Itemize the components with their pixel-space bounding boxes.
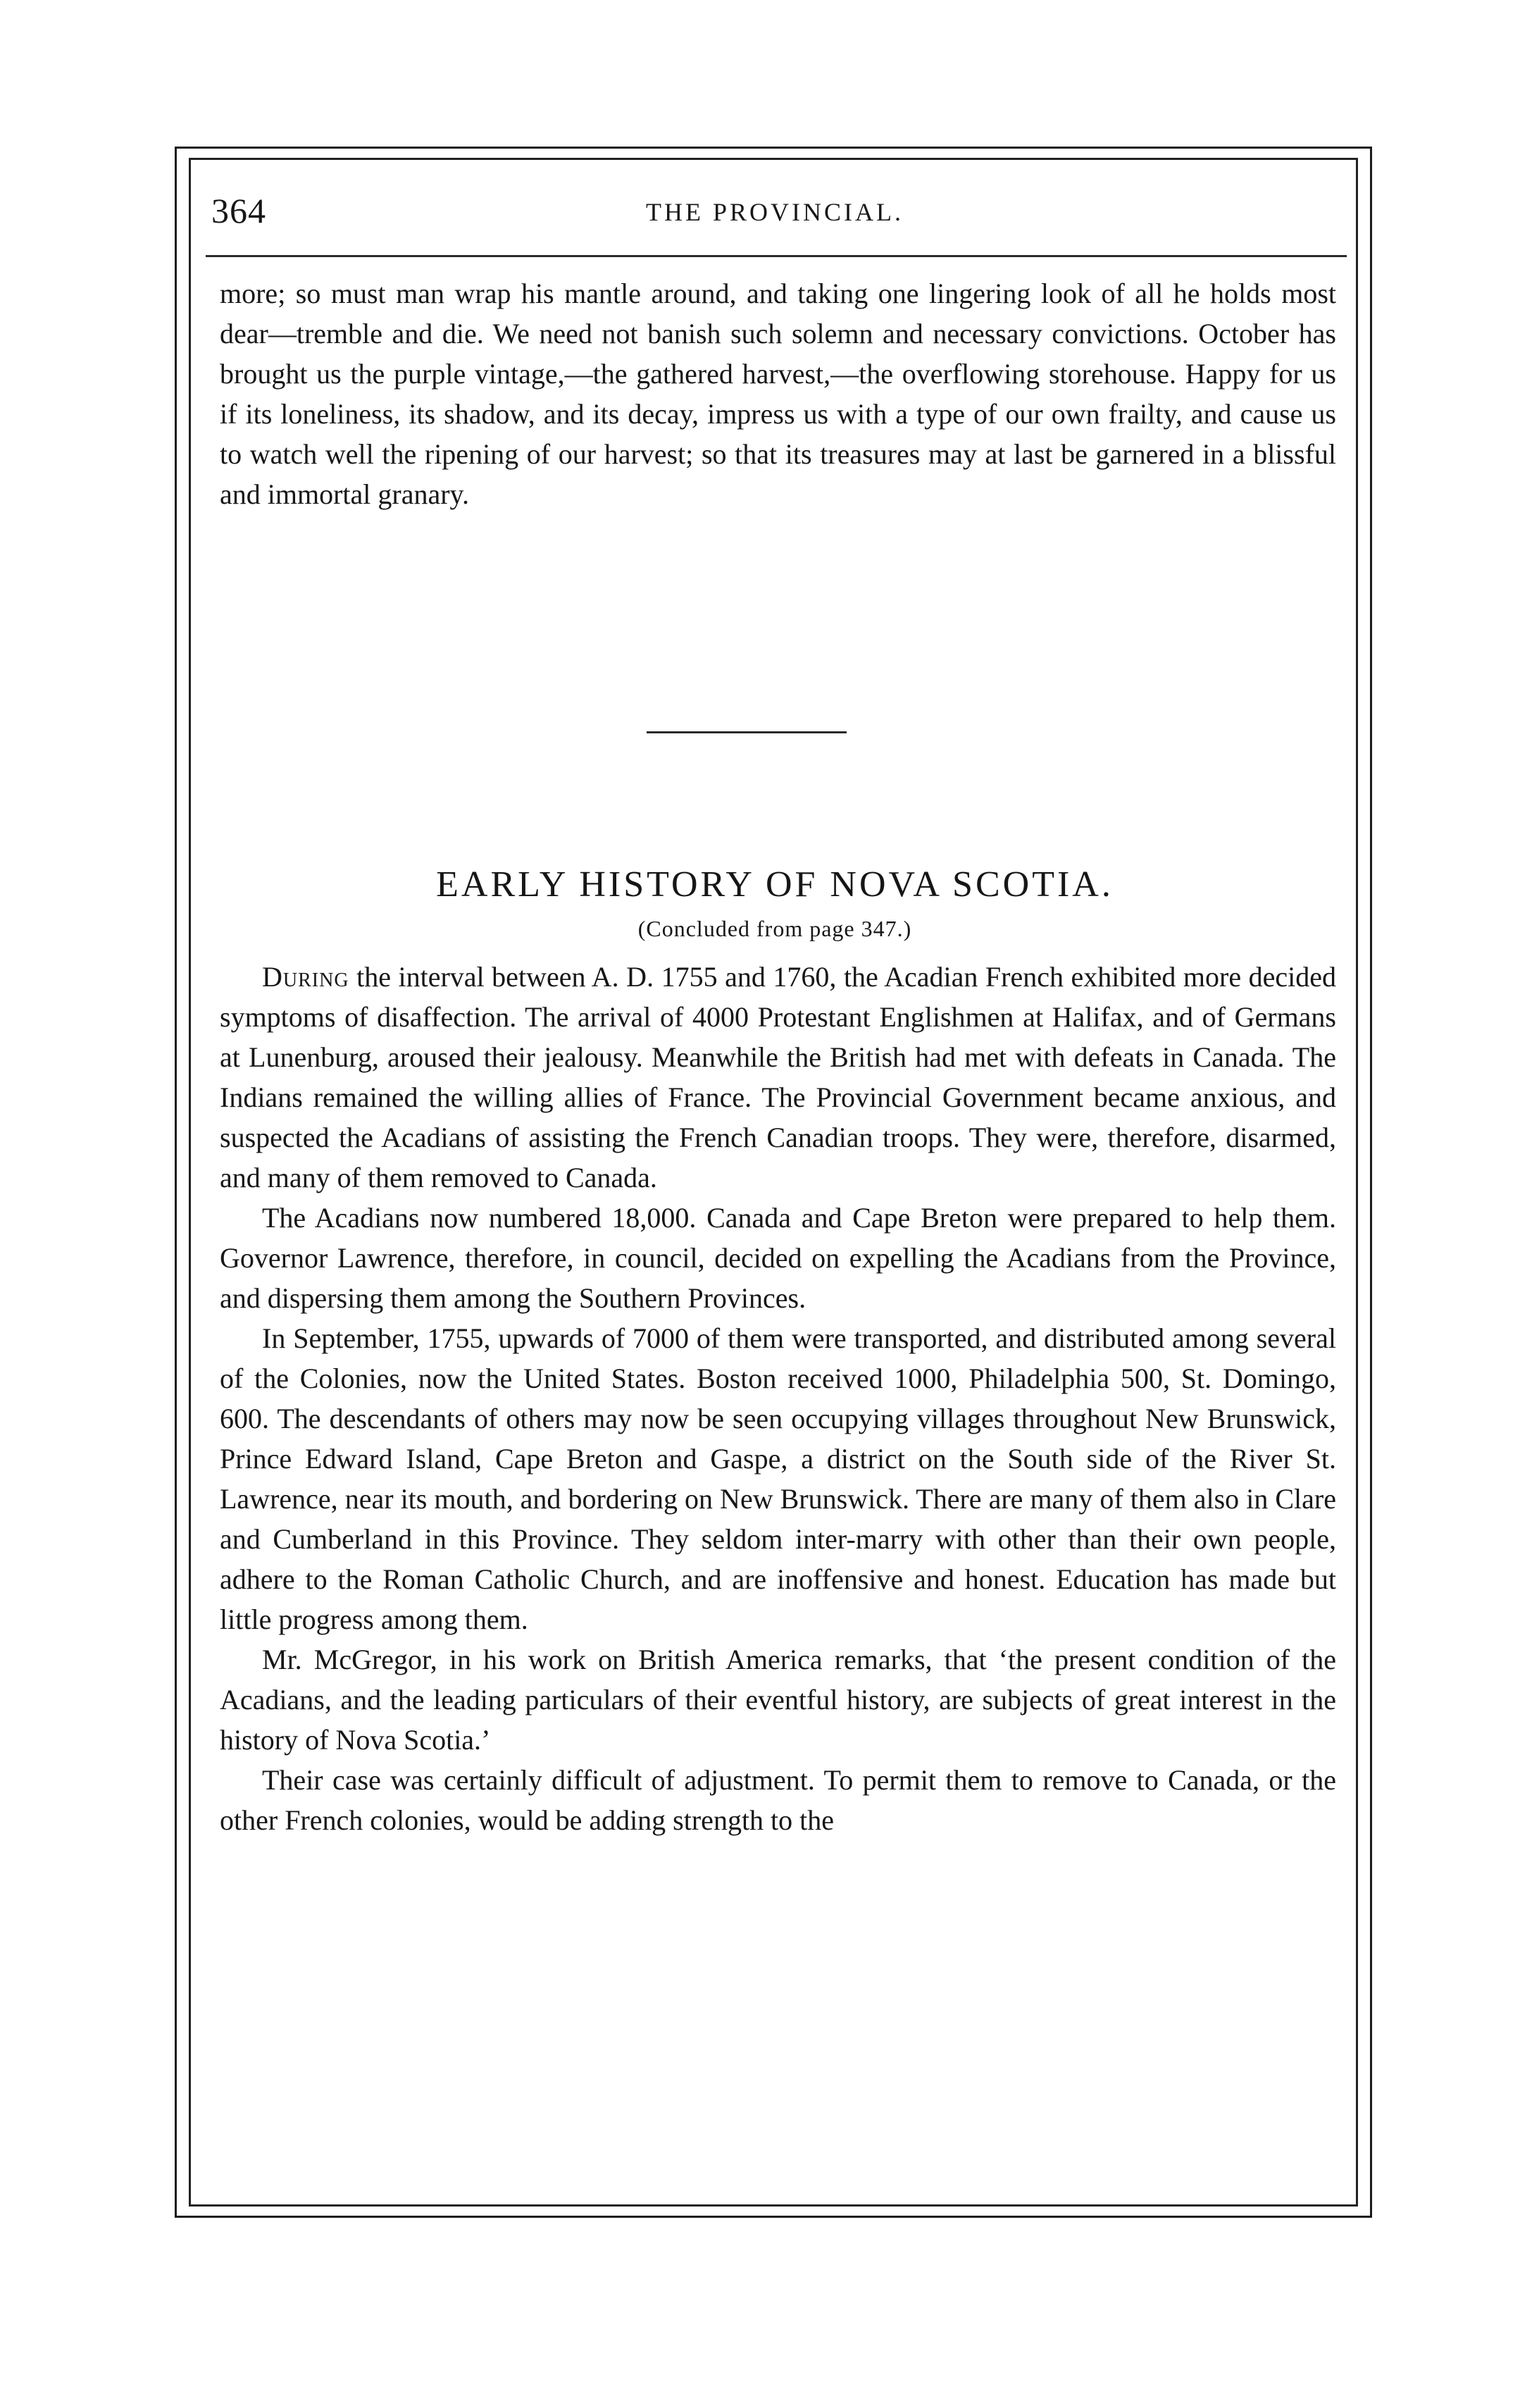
article-title: EARLY HISTORY OF NOVA SCOTIA. [436, 864, 1114, 905]
page-number: 364 [211, 191, 266, 230]
page-header [211, 190, 1338, 240]
running-head: THE PROVINCIAL. [646, 198, 904, 226]
intro-paragraph: more; so must man wrap his mantle around, and taking one lingering look of all he holds most dear—tremble and die. We need not banish such solemn and necessary convictions. October has brought us the purple vintage,—the gathered harvest,—the overflowing storehouse. Happy for us if its loneliness, its shadow, and its decay, impress us with a type of our own frailty, and cause us to watch well the ripening of our harvest; so that its treasures may at last be garnered in a blissful and immortal granary. [220, 278, 1336, 510]
section-divider [647, 731, 847, 733]
paragraph-1-lead: During [262, 961, 349, 993]
header-rule [206, 255, 1347, 257]
paragraph-1 [220, 957, 1336, 1198]
paragraph-5: Their case was certainly difficult of adjustment. To permit them to remove to Canada, or the other French colonies, would be adding strength to the [220, 1764, 1336, 1836]
paragraph-3: In September, 1755, upwards of 7000 of them were transported, and distributed among several of the Colonies, now the United States. Boston received 1000, Philadelphia 500, St. Domingo, 600. The descendants of others may now be seen occupying villages throughout New Brunswick, Prince Edward Island, Cape Breton and Gaspe, a district on the South side of the River St. Lawrence, near its mouth, and bordering on New Brunswick. There are many of them also in Clare and Cumberland in this Province. They seldom inter-marry with other than their own people, adhere to the Roman Catholic Church, and are inoffensive and honest. Education has made but little progress among them. [220, 1322, 1336, 1635]
paragraph-1-text: the interval between A. D. 1755 and 1760, the Acadian French exhibited more decided symptoms of disaffection. The arrival of 4000 Protestant Englishmen at Halifax, and of Germans at Lunenburg, aroused their jealousy. Meanwhile the British had met with defeats in Canada. The Indians remained the willing allies of France. The Provincial Government became anxious, and suspected the Acadians of assisting the French Canadian troops. They were, therefore, disarmed, and many of them removed to Canada. [220, 961, 1336, 1193]
paragraph-2: The Acadians now numbered 18,000. Canada and Cape Breton were prepared to help them. Governor Lawrence, therefore, in council, decided on expelling the Acadians from the Province, and dispersing them among the Southern Provinces. [220, 1202, 1336, 1314]
intro-section [220, 273, 1336, 514]
article-subtitle: (Concluded from page 347.) [637, 916, 912, 941]
article-body [220, 957, 1336, 1840]
paragraph-4: Mr. McGregor, in his work on British America remarks, that ‘the present condition of the Acadians, and the leading particulars of their eventful history, are subjects of great interest in the history of Nova Scotia.’ [220, 1644, 1336, 1756]
